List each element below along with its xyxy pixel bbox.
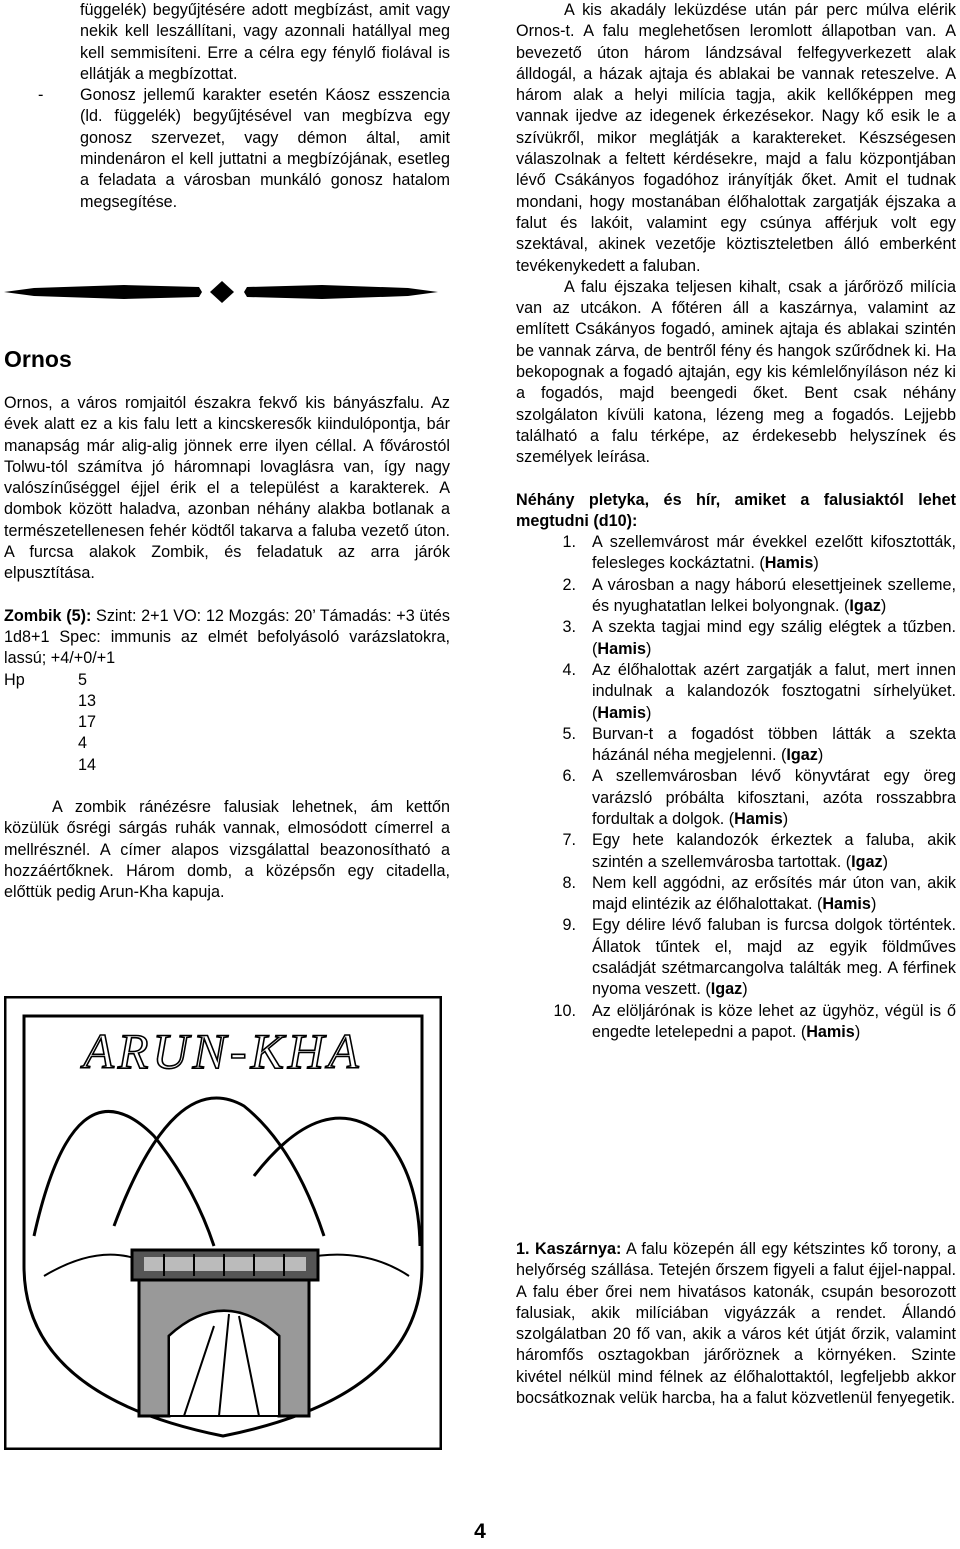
list-item [516, 660, 956, 724]
rumor-end: ) [782, 809, 789, 828]
rumor-text: A szellemvárost már évekkel ezelőtt kifosztották, felesleges kockáztatni. ( [592, 533, 956, 573]
rumor-end: ) [882, 852, 888, 871]
rumor-list [516, 532, 956, 1043]
arun-kha-crest-illustration [4, 996, 442, 1450]
list-item [516, 830, 956, 873]
rumor-tag: Igaz [710, 980, 743, 999]
list-item [516, 873, 956, 916]
list-item [516, 766, 956, 830]
list-item [516, 575, 956, 618]
rumor-number: 1. [562, 533, 576, 552]
rumor-end: ) [742, 980, 748, 999]
arrival-paragraph: A kis akadály leküzdése után pár perc múlva elérik Ornos-t. A falu meglehetősen leromlott állapotban van. A bevezető úton három lándzsával felfegyverkezett alak álldogál, a házak ajtaja és ablakai be vannak reteszelve. A három alak a helyi milícia tagja, akik kellőképpen meg vannak ijedve az idegenek érkezésekor. Nagy kő esik le a szívükről, mikor meglátják a karaktereket. Készségesen válaszolnak a feltett kérdésekre, majd a falu központjában lévő Csákányos fogadóhoz irányítják őket. Amit el tudnak mondani, hogy mostanában élőhalottak zargatják éjszaka a falut és lakóit, valamint egy csúnya afférjuk volt egy szektával, akinek vezetője köztiszteletben álló emberként tevékenykedett a faluban. [516, 1, 956, 275]
list-item [516, 1001, 956, 1044]
rumor-tag: Igaz [849, 597, 881, 616]
rumor-end: ) [817, 746, 824, 765]
zombie-stats [4, 606, 450, 670]
rumor-heading: Néhány pletyka, és hír, amiket a falusiaktól lehet megtudni (d10): [516, 490, 956, 530]
hp-value: 17 [78, 713, 97, 732]
rumor-end: ) [854, 1022, 861, 1041]
rumor-tag: Hamis [822, 895, 871, 914]
barracks-section [516, 1239, 956, 1409]
hp-value: 4 [78, 734, 88, 753]
bullet-item [4, 85, 450, 213]
rumor-end: ) [813, 554, 819, 573]
list-item [516, 617, 956, 660]
rumor-number: 6. [562, 767, 576, 786]
ornos-paragraph: Ornos, a város romjaitól északra fekvő kis bányászfalu. Az évek alatt ez a kis falu lett a kincskeresők kiindulópontja, bár manapság már alig-alig jönnek erre ilyen céllal. A fővárostól Tolwu-tól számítva jó háromnapi lovaglásra van, így nagy valószínűséggel éjjel érik el a települést a karakterek. A dombok között haladva, azonban néhány alakba botlanak a természetellenesen fehér ködtől takarva a faluba vezető úton. A furcsa alakok Zombik, és feladatuk az arra járók elpusztítása. [4, 394, 450, 583]
rumor-text: A városban a nagy háború elesettjeinek szelleme, és nyughatatlan lelkei bolyongnak. ( [592, 575, 956, 616]
hp-value: 5 [78, 670, 88, 689]
night-paragraph: A falu éjszaka teljesen kihalt, csak a járőröző milícia van az utcákon. A főtéren áll a kaszárnya, valamint az említett Csákányos fogadó, aminek ajtaja és ablakai szintén be vannak zárva, de bentről fény és hangok szűrődnek ki. Ha bekopognak a fogadó ajtaján, egy kis kémlelőnyíláson néz ki a fogadós, majd beengedi őket. Bent csak néhány szolgálaton kívüli katona, lézeng meg a fogadós. Lejjebb található a falu térképe, az érdekesebb helyszínek és személyek leírása. [516, 277, 956, 467]
bullet-dash: - [38, 86, 44, 105]
rumor-number: 8. [562, 873, 576, 892]
rumor-tag: Hamis [764, 554, 814, 573]
rumor-tag: Hamis [597, 639, 646, 658]
rumor-text: A szellemvárosban lévő könyvtárat egy öreg varázsló próbálta kifosztani, azóta rosszabbra fordultak a dolgok. ( [592, 767, 956, 828]
rumor-end: ) [645, 703, 652, 722]
hp-label: Hp [4, 670, 25, 689]
rumor-number: 10. [553, 1001, 576, 1020]
rumor-tag: Hamis [806, 1022, 855, 1041]
rumor-number: 5. [562, 724, 576, 743]
hp-value: 14 [78, 755, 97, 774]
rumor-tag: Igaz [851, 852, 883, 871]
hp-block [4, 670, 450, 776]
rumor-number: 3. [562, 618, 576, 637]
barracks-text: A falu közepén áll egy kétszintes kő torony, a helyőrség szállása. Tetején őrszem figyeli a falut éjjel-nappal. A falu éber őrei nem hivatásos katonák, csupán besorozott falusiak, akik milíciában vigyázzák a rendet. Állandó szolgálatban 20 fő van, akik a város két útját őrzik, valamint háromfős osztagokban járőröznek a környéken. Szinte kivétel nélkül mind félnek az élőhalottaktól, legfeljebb akkor bocsátkoznak velük harcba, ha a falut közvetlenül fenyegetik. [516, 1240, 956, 1408]
page-number: 4 [474, 1520, 486, 1543]
rumor-number: 2. [562, 575, 576, 594]
zombie-stats-text: Szint: 2+1 VO: 12 Mozgás: 20’ Támadás: +3 ütés 1d8+1 Spec: immunis az elmét befolyásoló varázslatokra, lassú; +4/+0/+1 [4, 606, 450, 668]
rumor-number: 7. [562, 831, 576, 850]
list-item [516, 915, 956, 1000]
rumor-tag: Hamis [734, 809, 783, 828]
zombie-name: Zombik (5): [4, 606, 92, 625]
right-column [516, 0, 956, 1043]
rumor-text: Egy hete kalandozók érkeztek a faluba, akik szintén a szellemvárosba tartottak. ( [592, 831, 956, 871]
rumor-text: Az elöljárónak is köze lehet az ügyhöz, végül is ő engedte letelepedni a papot. ( [592, 1001, 956, 1041]
list-item [516, 724, 956, 767]
rumor-end: ) [870, 895, 877, 914]
rumor-text: Burvan-t a fogadóst többen látták a szekta házánál néha megjelenni. ( [592, 724, 956, 765]
rumor-end: ) [880, 597, 887, 616]
ornos-section [4, 393, 450, 904]
rumor-tag: Hamis [597, 703, 646, 722]
rumor-text: Egy délire lévő faluban is furcsa dolgok történtek. Állatok tűntek el, majd az egyik földműves családját szétmarcangolva találták meg. A férfinek nyoma veszett. ( [592, 916, 956, 999]
rumor-number: 4. [562, 660, 576, 679]
rumor-end: ) [645, 639, 652, 658]
left-column [4, 0, 450, 213]
rumor-text: A szekta tagjai mind egy szálig elégtek a tűzben. ( [592, 618, 956, 658]
ornament-divider-icon [4, 279, 438, 305]
list-item [516, 532, 956, 575]
rumor-tag: Igaz [786, 746, 818, 765]
rumor-number: 9. [562, 916, 576, 935]
section-heading: Ornos [4, 346, 72, 372]
hp-value: 13 [78, 691, 97, 710]
rumor-text: Nem kell aggódni, az erősítés már úton van, akik majd elintézik az élőhalottakat. ( [592, 873, 956, 914]
zombie-description: A zombik ránézésre falusiak lehetnek, ám kettőn közülük ősrégi sárgás ruhák vannak, elmosódott címerrel a mellrésznél. A címer alapos vizsgálattal beazonosítható a hozzáértőknek. Három domb, a középsőn egy citadella, előttük pedig Arun-Kha kapuja. [4, 798, 450, 902]
intro-continuation: függelék) begyűjtésére adott megbízást, amit vagy nekik kell leszállítani, vagy azonnali hatállyal meg kell semmisíteni. Erre a célra egy fénylő fiolával is ellátják a megbízottat. [80, 1, 450, 83]
bullet-text: Gonosz jellemű karakter esetén Káosz esszencia (ld. függelék) begyűjtésével van megbízva egy gonosz szervezet, vagy démon által, amit mindenáron el kell juttatni a megbízójának, esetleg a feladata a városban munkáló gonosz hatalom megsegítése. [80, 86, 450, 211]
crest-text: ARUN-KHA [83, 1023, 363, 1079]
barracks-paragraph [516, 1239, 956, 1409]
barracks-title: 1. Kaszárnya: [516, 1240, 622, 1258]
rumor-text: Az élőhalottak azért zargatják a falut, mert innen indulnak a kalandozók fosztogatni sírhelyüket. ( [592, 660, 956, 722]
